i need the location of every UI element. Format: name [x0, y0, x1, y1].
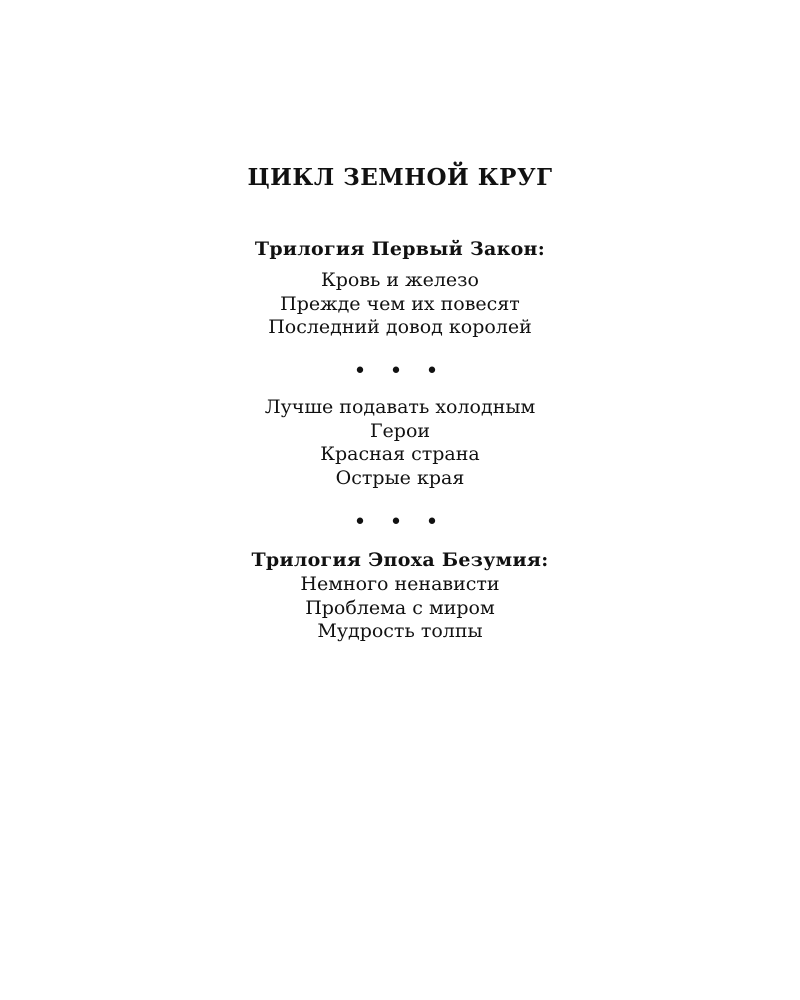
- book-title: Красная страна: [320, 443, 480, 465]
- book-title: Герои: [369, 419, 431, 442]
- age-of-madness-trilogy: [0, 547, 800, 644]
- book-title: Острые края: [335, 466, 465, 489]
- book-title: Последний довод королей: [268, 316, 532, 338]
- first-law-trilogy: [0, 236, 800, 340]
- book-title: Прежде чем их повесят: [280, 292, 520, 315]
- first-law-heading: Трилогия Первый Закон:: [254, 238, 546, 260]
- book-title: Немного ненависти: [300, 573, 500, 595]
- book-title: Мудрость толпы: [317, 620, 483, 642]
- age-of-madness-heading: Трилогия Эпоха Безумия:: [251, 549, 549, 571]
- standalone-novels: [0, 396, 800, 490]
- series-title: ЦИКЛ ЗЕМНОЙ КРУГ: [247, 164, 553, 191]
- book-title: Кровь и железо: [321, 269, 479, 291]
- section-divider: • • •: [353, 510, 447, 535]
- book-title: Лучше подавать холодным: [264, 396, 536, 418]
- section-divider: • • •: [353, 359, 447, 384]
- book-title: Проблема с миром: [305, 596, 495, 619]
